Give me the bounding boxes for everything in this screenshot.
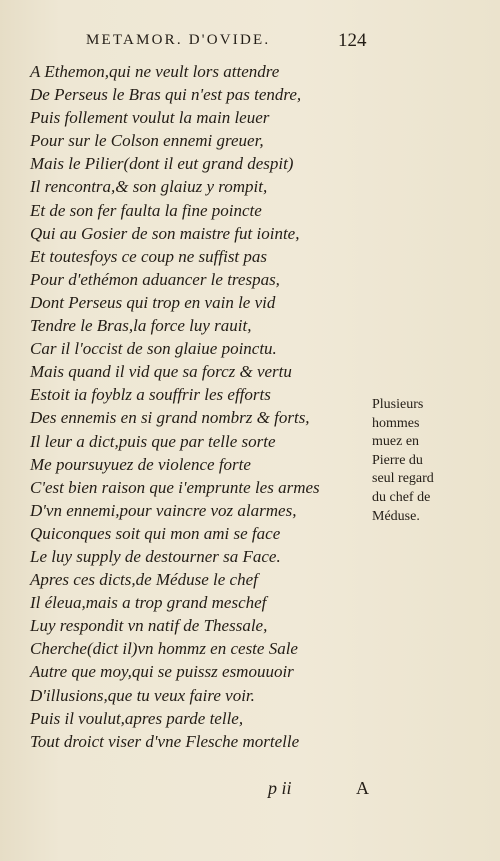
page-header — [0, 30, 500, 54]
marginal-note-line: seul regard — [372, 471, 434, 487]
verse-line: Qui au Gosier de son maistre fut iointe, — [30, 223, 300, 243]
page-number: 124 — [338, 30, 367, 51]
verse-line: A Ethemon,qui ne veult lors attendre — [30, 62, 280, 81]
marginal-note-line: Pierre du — [372, 452, 423, 468]
verse-line: Des ennemis en si grand nombrz & forts, — [30, 408, 310, 428]
verse-block — [30, 60, 350, 753]
verse-line: Et de son fer faulta la fine poincte — [30, 200, 262, 220]
signature-mark: p ii — [268, 778, 292, 798]
verse-line: D'illusions,que tu veux faire voir. — [30, 685, 255, 705]
running-title: METAMOR. D'OVIDE. — [86, 32, 271, 48]
verse-line: Luy respondit vn natif de Thessale, — [30, 616, 268, 636]
verse-line: Pour sur le Colson ennemi greuer, — [30, 131, 264, 151]
verse-line: De Perseus le Bras qui n'est pas tendre, — [30, 85, 302, 105]
verse-line: Autre que moy,qui se puissz esmouuoir — [30, 662, 294, 682]
verse-line: C'est bien raison que i'emprunte les armes — [30, 477, 320, 497]
verse-line: Tout droict viser d'vne Flesche mortelle — [30, 731, 300, 751]
verse-line: Tendre le Bras,la force luy rauit, — [30, 316, 252, 336]
verse-line: Apres ces dicts,de Méduse le chef — [30, 570, 258, 590]
verse-line: Le luy supply de destourner sa Face. — [30, 546, 281, 566]
verse-line: Estoit ia foyblz a souffrir les efforts — [30, 385, 271, 405]
marginal-note-line: Méduse. — [372, 508, 420, 524]
verse-line: Cherche(dict il)vn hommz en ceste Sale — [30, 639, 298, 659]
verse-line: Me poursuyuez de violence forte — [30, 454, 251, 474]
page-footer — [0, 778, 500, 806]
verse-line: D'vn ennemi,pour vaincre voz alarmes, — [30, 500, 297, 520]
catchword: A — [356, 778, 369, 798]
marginal-note-line: muez en — [372, 434, 420, 450]
marginal-note — [372, 396, 482, 526]
verse-line: Et toutesfoys ce coup ne suffist pas — [30, 246, 268, 266]
verse-line: Quiconques soit qui mon ami se face — [30, 523, 281, 543]
verse-line: Dont Perseus qui trop en vain le vid — [30, 292, 276, 312]
verse-line: Il éleua,mais a trop grand meschef — [30, 593, 267, 613]
verse-line: Puis il voulut,apres parde telle, — [30, 708, 244, 728]
marginal-note-line: du chef de — [372, 489, 431, 505]
verse-line: Il leur a dict,puis que par telle sorte — [30, 431, 276, 451]
marginal-note-line: Plusieurs — [372, 397, 424, 412]
verse-line: Puis follement voulut la main leuer — [30, 108, 270, 128]
verse-line: Pour d'ethémon aduancer le trespas, — [30, 269, 280, 289]
verse-line: Il rencontra,& son glaiuz y rompit, — [30, 177, 268, 197]
verse-line: Mais le Pilier(dont il eut grand despit) — [30, 154, 294, 174]
marginal-note-line: hommes — [372, 415, 420, 431]
verse-line: Mais quand il vid que sa forcz & vertu — [30, 362, 292, 382]
verse-line: Car il l'occist de son glaiue poinctu. — [30, 339, 277, 359]
